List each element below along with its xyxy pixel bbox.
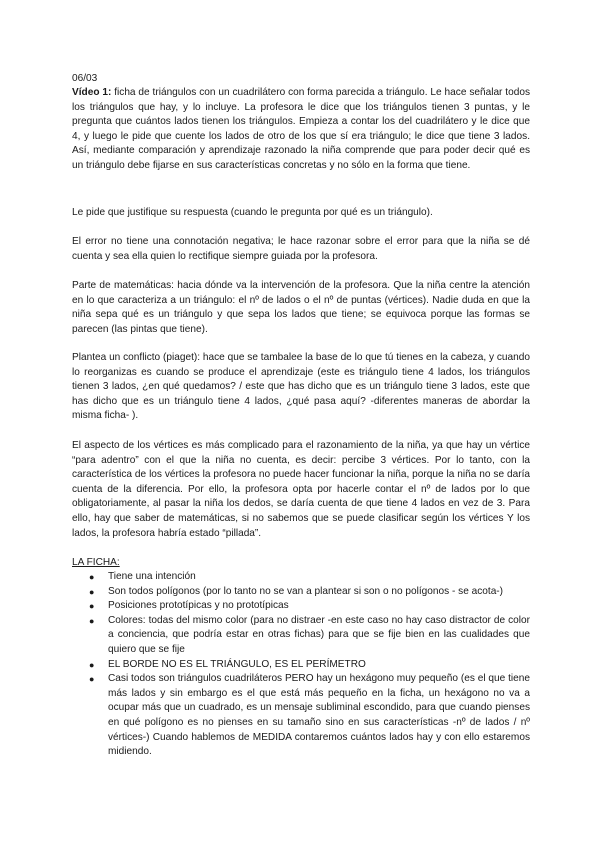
bullet-icon: ●	[89, 659, 95, 670]
video-1-text: ficha de triángulos con un cuadrilátero con forma parecida a triángulo. Le hace señalar todos los triángulos que hay, y lo incluye. La profesora le dice que los triángulos tienen 3 puntas, y le pregunta que cuántos lados tienen los triángulos. Empieza a contar los del cuadrilátero y le dice que 4, y luego le pide que cuente los lados de otro de los que sí era triángulo; le dice que tiene 3 lados. Así, mediante comparación y aprendizaje razonado la niña comprende que para poder decir qué es un triángulo debe fijarse en sus características concretas y no sólo en la forma que tiene.	[72, 87, 530, 171]
list-item-text: Casi todos son triángulos cuadriláteros PERO hay un hexágono muy pequeño (es el que tiene más lados y sin embargo es el que está más pequeño en la ficha, un hexágono no va a ocupar más que un cuadrado, es un mensaje subliminal escondido, para que cuando pienses en qué polígono es no pienses en su tamaño sino en sus características -nº de lados / nº vértices-) Cuando hablemos de MEDIDA contaremos cuántos lados hay y con ello estaremos midiendo.	[108, 673, 530, 758]
list-item-text: EL BORDE NO ES EL TRIÁNGULO, ES EL PERÍMETRO	[108, 658, 366, 670]
list-item	[72, 585, 530, 600]
bullet-icon: ●	[89, 674, 95, 685]
list-item	[72, 570, 530, 585]
list-item	[72, 614, 530, 658]
ficha-list	[72, 570, 530, 760]
paragraph-video-1	[72, 86, 530, 174]
date: 06/03	[72, 73, 98, 84]
list-item-text: Colores: todas del mismo color (para no distraer -en este caso no hay caso distractor de color a conciencia, que podría estar en otras fichas) para que se fije bien en las cualidades que quiero que se fije	[108, 614, 530, 655]
bullet-icon: ●	[89, 586, 95, 597]
list-item-text: Son todos polígonos (por lo tanto no se van a plantear si son o no polígonos - se acota-)	[108, 585, 504, 597]
paragraph-matematicas: Parte de matemáticas: hacia dónde va la intervención de la profesora. Que la niña centre la atención en lo que caracteriza a un triángulo: el nº de lados o el nº de puntas (vértices). Nadie duda en que la niña sepa qué es un triángulo y que sepa los lados que tiene; se equivoca porque las formas se parecen (las pintas que tiene).	[72, 280, 530, 335]
paragraph-justify: Le pide que justifique su respuesta (cuando le pregunta por qué es un triángulo).	[72, 207, 433, 218]
section-heading-la-ficha: LA FICHA:	[72, 557, 120, 568]
video-1-label: Vídeo 1:	[72, 87, 112, 98]
list-item-text: Tiene una intención	[108, 571, 196, 582]
list-item-text: Posiciones prototípicas y no prototípicas	[108, 600, 289, 612]
list-item	[72, 672, 530, 760]
bullet-icon: ●	[89, 572, 95, 582]
list-item	[72, 599, 530, 614]
list-item	[72, 658, 530, 673]
bullet-icon: ●	[89, 601, 95, 612]
bullet-icon: ●	[89, 615, 95, 626]
paragraph-conflicto: Plantea un conflicto (piaget): hace que se tambalee la base de lo que tú tienes en la cabeza, y cuando lo reorganizas es cuando se produce el aprendizaje (este es triángulo tiene 4 lados, los triángulos tienen 3 lados, ¿en qué quedamos? / este que has dicho que es un triángulo tiene 3 lados, este que has dicho que es un triángulo tiene 4 lados, ¿qué pasa aquí? -diferentes maneras de abordar la misma ficha- ).	[72, 352, 530, 422]
paragraph-error: El error no tiene una connotación negativa; le hace razonar sobre el error para que la niña se dé cuenta y sea ella quien lo rectifique siempre guiada por la profesora.	[72, 236, 530, 262]
paragraph-vertices: El aspecto de los vértices es más complicado para el razonamiento de la niña, ya que hay un vértice “para adentro” con el que la niña no cuenta, es decir: percibe 3 vértices. Por lo tanto, con la característica de los vértices la profesora no puede hacer funcionar la niña, porque la niña no se daría cuenta de la diferencia. Por ello, la profesora opta por hacerle contar el nº de lados por lo que obligatoriamente, al pasar la niña los dedos, se daría cuenta de que tiene 4 lados en vez de 3. Para ello, hay que saber de matemáticas, si no sabemos que se puede clasificar según los vértices Y los lados, la profesora habría estado “pillada”.	[72, 440, 530, 539]
